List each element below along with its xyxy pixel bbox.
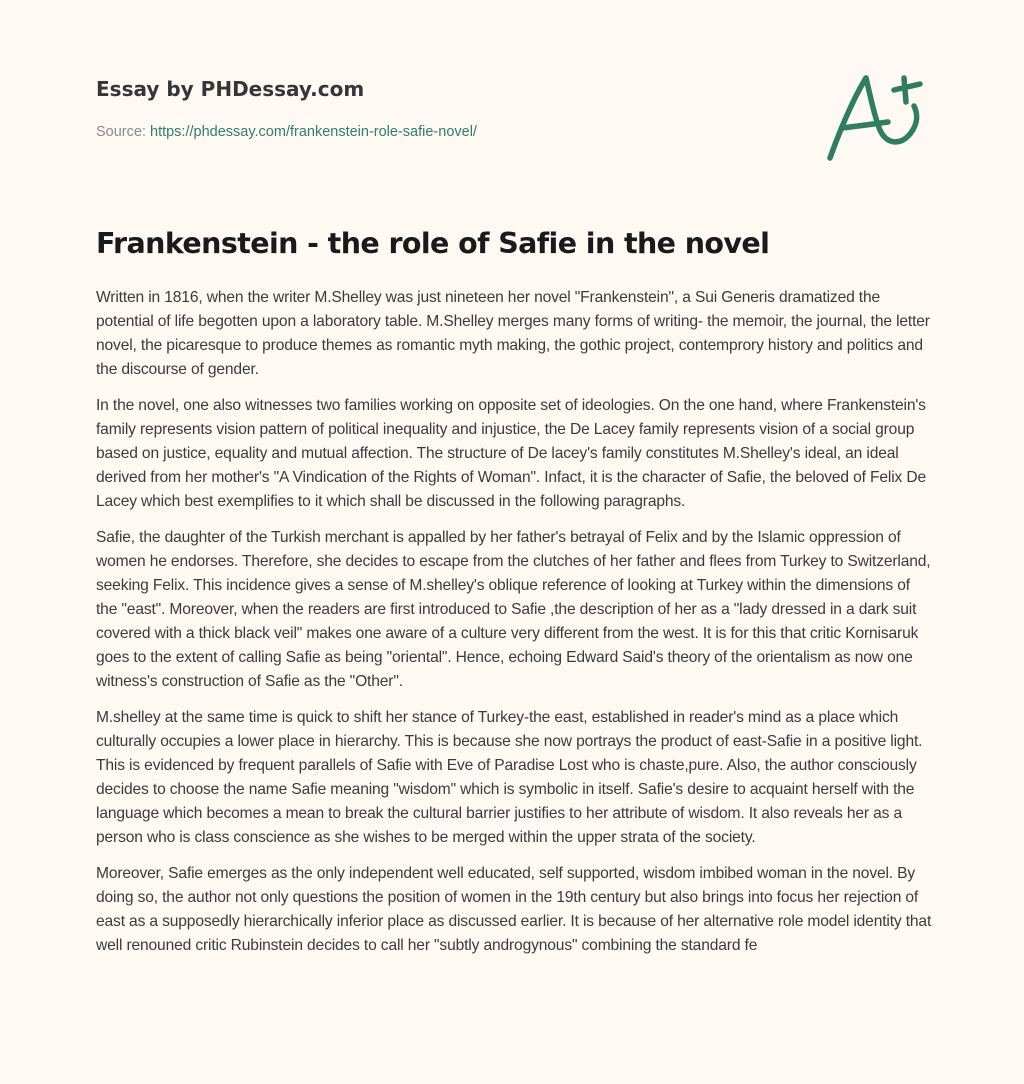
paragraph: Moreover, Safie emerges as the only independent well educated, self supported, wisdom imbibed woman in the novel. By doing so, the author not only questions the position of women in the 19th century but also brings into focus her rejection of east as a supposedly hierarchically inferior place as discussed earlier. It is because of her alternative role model identity that well renouned critic Rubinstein decides to call her "subtly androgynous" combining the standard fe	[96, 865, 932, 954]
article-title: Frankenstein - the role of Safie in the novel	[96, 227, 770, 260]
paragraph: Written in 1816, when the writer M.Shelley was just nineteen her novel "Frankenstein", a Sui Generis dramatized the potential of life begotten upon a laboratory table. M.Shelley merges many forms of writing- the memoir, the journal, the letter novel, the picaresque to produce themes as romantic myth making, the gothic project, contemprory history and politics and the discourse of gender.	[96, 289, 930, 378]
source-link[interactable]: https://phdessay.com/frankenstein-role-safie-novel/	[150, 124, 477, 140]
source-line	[96, 122, 926, 142]
source-label: Source:	[96, 124, 150, 140]
paragraph: Safie, the daughter of the Turkish merchant is appalled by her father's betrayal of Felix and by the Islamic oppression of women he endorses. Therefore, she decides to escape from the clutches of her father and flees from Turkey to Switzerland, seeking Felix. This incidence gives a sense of M.shelley's oblique reference of looking at Turkey within the dimensions of the "east". Moreover, when the readers are first introduced to Safie ,the description of her as a "lady dressed in a dark suit covered with a thick black veil" makes one aware of a culture very different from the west. It is for this that critic Kornisaruk goes to the extent of calling Safie as being "oriental". Hence, echoing Edward Said's theory of the orientalism as now one witness's construction of Safie as the "Other".	[96, 529, 931, 690]
article-body	[96, 286, 932, 958]
paragraph: M.shelley at the same time is quick to shift her stance of Turkey-the east, established in reader's mind as a place which culturally occupies a lower place in hierarchy. This is because she now portrays the product of east-Safie in a positive light. This is evidenced by frequent parallels of Safie with Eve of Paradise Lost who is chaste,pure. Also, the author consciously decides to choose the name Safie meaning "wisdom" which is symbolic in itself. Safie's desire to acquaint herself with the language which becomes a mean to break the cultural barrier justifies to her attribute of wisdom. It also reveals her as a person who is class conscience as she wishes to be merged within the upper strata of the society.	[96, 709, 923, 846]
page-header	[96, 74, 926, 142]
site-title: Essay by PHDessay.com	[96, 77, 365, 101]
a-plus-grade-icon	[820, 64, 930, 169]
essay-article	[96, 224, 932, 970]
paragraph: In the novel, one also witnesses two families working on opposite set of ideologies. On the one hand, where Frankenstein's family represents vision pattern of political inequality and injustice, the De Lacey family represents vision of a social group based on justice, equality and mutual affection. The structure of De lacey's family constitutes M.Shelley's ideal, an ideal derived from her mother's "A Vindication of the Rights of Woman". Infact, it is the character of Safie, the beloved of Felix De Lacey which best exemplifies to it which shall be discussed in the following paragraphs.	[96, 397, 926, 510]
